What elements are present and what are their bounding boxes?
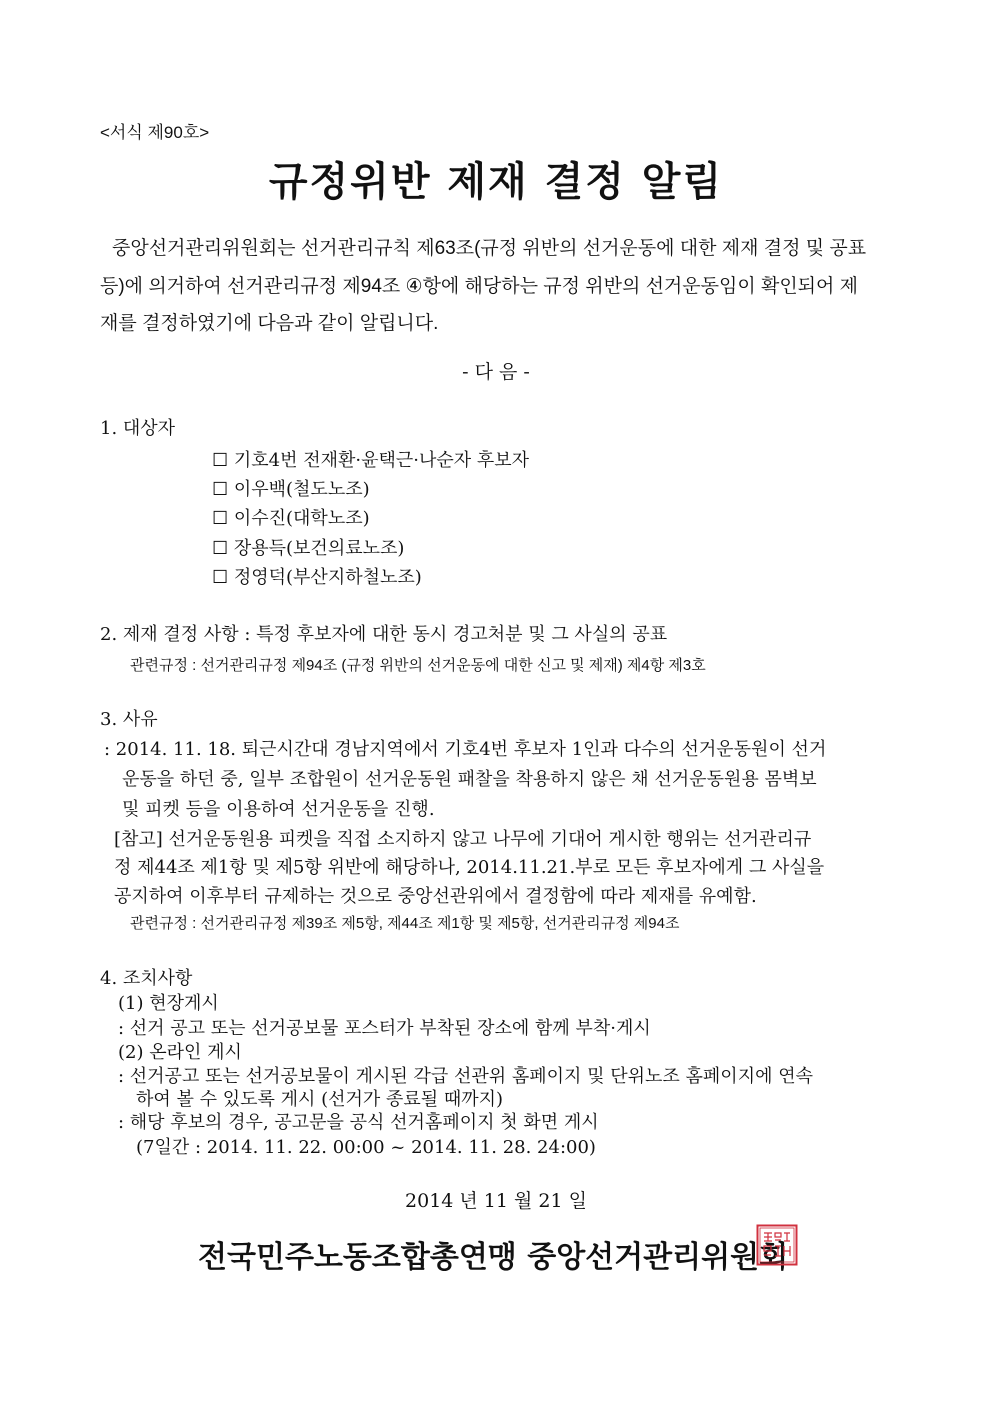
section-4-line: 하여 볼 수 있도록 게시 (선거가 종료될 때까지): [136, 1089, 504, 1110]
section-3-heading: 3. 사유: [100, 709, 158, 730]
list-item: ☐ 이우백(철도노조): [212, 479, 370, 500]
intro-line-2: 등)에 의거하여 선거관리규정 제94조 ④항에 해당하는 규정 위반의 선거운동임이 확인되어 제: [100, 276, 859, 297]
section-3-line: 운동을 하던 중, 일부 조합원이 선거운동원 패찰을 착용하지 않은 채 선거운동원용 몸벽보: [122, 769, 817, 790]
section-3-line: 공지하여 이후부터 규제하는 것으로 중앙선관위에서 결정함에 따라 제재를 유예함.: [114, 886, 757, 907]
list-item: ☐ 정영덕(부산지하철노조): [212, 567, 422, 588]
section-3-note: 관련규정 : 선거관리규정 제39조 제5항, 제44조 제1항 및 제5항, 선거관리규정 제94조: [130, 915, 680, 932]
section-2-heading: 2. 제재 결정 사항 : 특정 후보자에 대한 동시 경고처분 및 그 사실의 공표: [100, 624, 668, 645]
section-4-line: : 선거공고 또는 선거공보물이 게시된 각급 선관위 홈페이지 및 단위노조 홈페이지에 연속: [118, 1066, 813, 1087]
section-4-heading: 4. 조치사항: [100, 968, 193, 989]
section-3-line: 정 제44조 제1항 및 제5항 위반에 해당하나, 2014.11.21.부로 모든 후보자에게 그 사실을: [114, 857, 825, 878]
section-4-line: (7일간 : 2014. 11. 22. 00:00 ~ 2014. 11. 28. 24:00): [136, 1137, 596, 1158]
page-title: 규정위반 제재 결정 알림: [268, 159, 724, 205]
form-number: <서식 제90호>: [100, 123, 210, 142]
section-3-line: 및 피켓 등을 이용하여 선거운동을 진행.: [122, 799, 435, 820]
organization-name: 전국민주노동조합총연맹 중앙선거관리위원회: [198, 1240, 789, 1275]
section-3-line: [참고] 선거운동원용 피켓을 직접 소지하지 않고 나무에 기대어 게시한 행위는 선거관리규: [114, 829, 812, 850]
section-3-line: : 2014. 11. 18. 퇴근시간대 경남지역에서 기호4번 후보자 1인과 다수의 선거운동원이 선거: [104, 739, 827, 760]
official-seal-icon: [756, 1224, 798, 1266]
intro-line-1: 중앙선거관리위원회는 선거관리규칙 제63조(규정 위반의 선거운동에 대한 제재 결정 및 공표: [112, 238, 867, 259]
list-item: ☐ 이수진(대학노조): [212, 508, 370, 529]
section-4-line: : 해당 후보의 경우, 공고문을 공식 선거홈페이지 첫 화면 게시: [118, 1112, 599, 1133]
section-divider-heading: - 다 음 -: [462, 361, 530, 383]
section-2-note: 관련규정 : 선거관리규정 제94조 (규정 위반의 선거운동에 대한 신고 및 제재) 제4항 제3호: [130, 657, 706, 674]
section-4-line: : 선거 공고 또는 선거공보물 포스터가 부착된 장소에 함께 부착·게시: [118, 1018, 651, 1039]
intro-line-3: 재를 결정하였기에 다음과 같이 알립니다.: [100, 313, 439, 334]
list-item: ☐ 장용득(보건의료노조): [212, 538, 405, 559]
section-4-line: (2) 온라인 게시: [118, 1042, 242, 1063]
document-date: 2014 년 11 월 21 일: [405, 1190, 587, 1212]
section-1-heading: 1. 대상자: [100, 418, 176, 439]
section-4-line: (1) 현장게시: [118, 993, 219, 1014]
list-item: ☐ 기호4번 전재환·윤택근·나순자 후보자: [212, 450, 530, 471]
